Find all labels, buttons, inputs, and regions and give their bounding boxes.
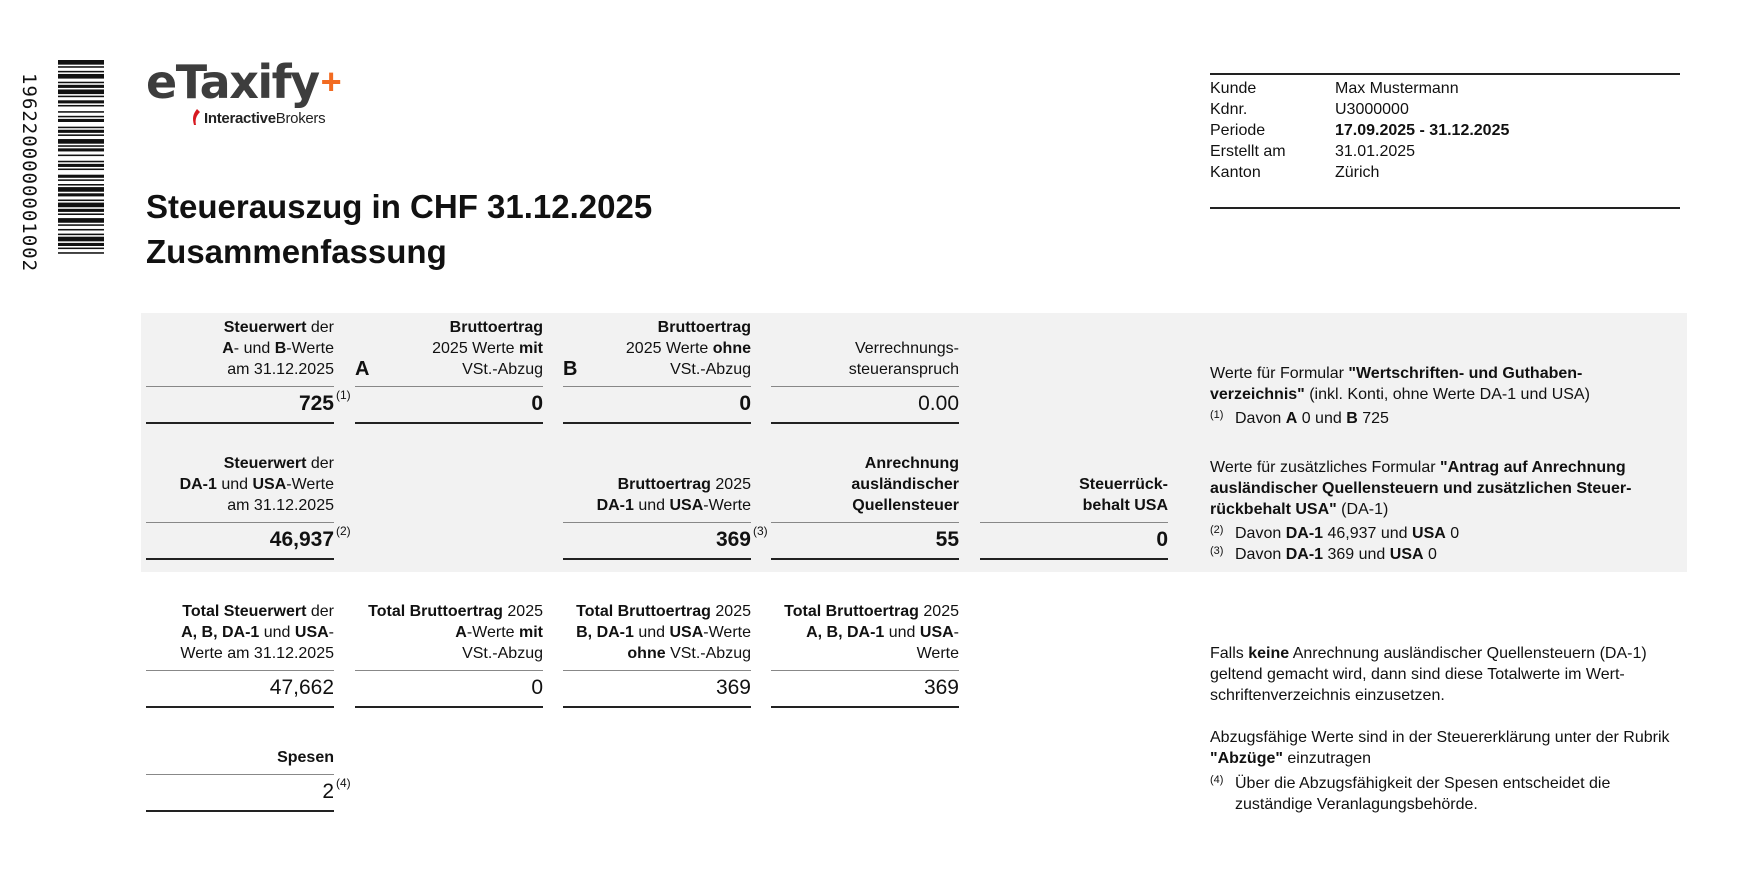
logo [146, 55, 342, 127]
barcode-bar [58, 237, 104, 242]
barcode-bar [58, 145, 104, 147]
value-rueckbehalt-usa: 0 [1156, 528, 1168, 551]
divider [980, 522, 1168, 523]
divider [355, 422, 543, 424]
header-total-brutto-a: Total Bruttoertrag 2025 A-Werte mit VSt.-Abzug [368, 603, 543, 662]
logo-plus-icon: + [320, 61, 342, 102]
logo-wordmark: eTaxify [146, 55, 319, 109]
barcode-bar [58, 74, 104, 79]
header-spesen: Spesen [277, 749, 334, 766]
barcode-bar [58, 155, 104, 157]
barcode-bar [58, 148, 104, 151]
value-steuerwert-ab: 725 (1) [298, 388, 351, 415]
barcode-bar [58, 187, 104, 192]
note-abzuege: Abzugsfähige Werte sind in der Steuererklärung unter der Rubrik "Abzüge" einzutragen [1210, 729, 1670, 767]
value-brutto-a: 0 [531, 392, 543, 415]
page-subtitle: Zusammenfassung [146, 233, 447, 270]
header-steuerwert-ab: Steuerwert der A- und B-Werte am 31.12.2025 [222, 319, 334, 378]
divider [355, 670, 543, 671]
info-label: Kanton [1210, 164, 1261, 181]
info-value: 31.01.2025 [1335, 143, 1416, 160]
barcode-bar [58, 139, 104, 144]
value-spesen: 2 (4) [322, 776, 351, 803]
barcode-bar [58, 209, 104, 212]
value-total-brutto-ohne: 369 [715, 676, 751, 699]
barcode-bar [58, 213, 104, 215]
barcode-bar [58, 82, 104, 84]
info-top-divider [1210, 73, 1680, 75]
header-brutto-b: Bruttoertrag 2025 Werte ohne VSt.-Abzug [625, 319, 751, 378]
note-da1: Werte für zusätzliches Formular "Antrag auf Anrechnung ausländischer Quellensteuern und zusätzlichen Steuer-rückbehalt USA" (DA-1) [1210, 459, 1632, 518]
barcode-bar [58, 229, 104, 231]
barcode-bar [58, 248, 104, 250]
value-steuerwert-da1: 46,937 (2) [269, 524, 351, 551]
divider [771, 706, 959, 708]
info-bottom-divider [1210, 207, 1680, 209]
divider [146, 522, 334, 523]
divider [771, 422, 959, 424]
info-value: U3000000 [1335, 101, 1409, 118]
divider [563, 706, 751, 708]
divider [355, 386, 543, 387]
value-total-steuerwert: 47,662 [269, 676, 334, 699]
barcode-bar [58, 252, 104, 254]
divider [146, 774, 334, 775]
info-label: Kdnr. [1210, 101, 1248, 118]
divider [563, 422, 751, 424]
divider [146, 706, 334, 708]
divider [771, 558, 959, 560]
header-brutto-a: Bruttoertrag 2025 Werte mit VSt.-Abzug [432, 319, 543, 378]
barcode-bar [58, 243, 104, 246]
barcode-bar [58, 100, 104, 103]
value-anrechnung: 55 [935, 528, 959, 551]
divider [771, 522, 959, 523]
barcode-bar [58, 169, 104, 171]
info-label: Periode [1210, 122, 1266, 139]
value-verrechnungssteuer: 0.00 [918, 392, 959, 415]
info-value: Max Mustermann [1335, 80, 1459, 97]
header-steuerwert-da1: Steuerwert der DA-1 und USA-Werte am 31.12.2025 [179, 455, 334, 514]
barcode-bar [58, 179, 104, 181]
header-total-steuerwert: Total Steuerwert der A, B, DA-1 und USA- Werte am 31.12.2025 [180, 603, 334, 662]
note-totalwerte: Falls keine Anrechnung ausländischer Quellensteuern (DA-1) geltend gemacht wird, dann sind diese Totalwerte im Wert-schriftenverzeichnis einzusetzen. [1210, 645, 1647, 704]
divider [563, 522, 751, 523]
info-value: 17.09.2025 - 31.12.2025 [1335, 122, 1510, 139]
barcode [58, 60, 104, 318]
interactive-brokers-mark-icon [191, 109, 201, 125]
value-brutto-b: 0 [739, 392, 751, 415]
barcode-number: 1962200000001002 [18, 73, 40, 273]
value-total-brutto-a: 0 [531, 676, 543, 699]
header-rueckbehalt-usa: Steuerrück- behalt USA [1079, 476, 1168, 514]
barcode-bar [58, 184, 104, 186]
info-label: Kunde [1210, 80, 1257, 97]
barcode-bar [58, 60, 104, 65]
header-total-brutto-all: Total Bruttoertrag 2025 A, B, DA-1 und USA- Werte [784, 603, 959, 662]
header-anrechnung: Anrechnung ausländischer Quellensteuer [851, 455, 959, 514]
header-brutto-da1: Bruttoertrag 2025 DA-1 und USA-Werte [596, 476, 751, 514]
divider [980, 558, 1168, 560]
letter-a: A [355, 358, 370, 380]
divider [146, 558, 334, 560]
barcode-bar [58, 164, 104, 167]
logo-subline: InteractiveBrokers [191, 109, 342, 127]
info-label: Erstellt am [1210, 143, 1286, 160]
divider [771, 386, 959, 387]
barcode-bar [58, 134, 104, 136]
divider [771, 670, 959, 671]
barcode-bar [58, 234, 104, 236]
barcode-bar [58, 200, 104, 202]
divider [146, 386, 334, 387]
barcode-bar [58, 66, 104, 68]
header-verrechnungssteuer: Verrechnungs- steueranspruch [848, 340, 959, 378]
divider [146, 670, 334, 671]
barcode-bar [58, 161, 104, 163]
barcode-bar [58, 116, 104, 118]
value-brutto-da1: 369 (3) [715, 524, 768, 551]
divider [563, 386, 751, 387]
barcode-bar [58, 111, 104, 113]
barcode-bar [58, 130, 104, 133]
page-title: Steuerauszug in CHF 31.12.2025 [146, 188, 653, 225]
barcode-bar [58, 203, 104, 208]
divider [355, 706, 543, 708]
header-total-brutto-ohne: Total Bruttoertrag 2025 B, DA-1 und USA-Werte ohne VSt.-Abzug [576, 603, 751, 662]
divider [146, 422, 334, 424]
footnote-4: (4) Über die Abzugsfähigkeit der Spesen entscheidet die zuständige Veranlagungsbehörde. [1210, 774, 1611, 813]
divider [146, 810, 334, 812]
value-total-brutto-all: 369 [923, 676, 959, 699]
barcode-bar [58, 85, 104, 88]
divider [563, 670, 751, 671]
barcode-bar [58, 96, 104, 98]
barcode-bar [58, 89, 104, 94]
divider [563, 558, 751, 560]
barcode-bar [58, 218, 104, 223]
info-value: Zürich [1335, 164, 1380, 181]
barcode-bar [58, 105, 104, 107]
barcode-bar [58, 119, 104, 122]
barcode-bar [58, 224, 104, 226]
barcode-bar [58, 175, 104, 178]
barcode-bar [58, 71, 104, 73]
barcode-bar [58, 127, 104, 129]
barcode-bar [58, 193, 104, 196]
note-wertschriften: Werte für Formular "Wertschriften- und Guthaben- verzeichnis" (inkl. Konti, ohne Werte DA-1 und USA) [1210, 365, 1590, 403]
letter-b: B [563, 358, 578, 380]
